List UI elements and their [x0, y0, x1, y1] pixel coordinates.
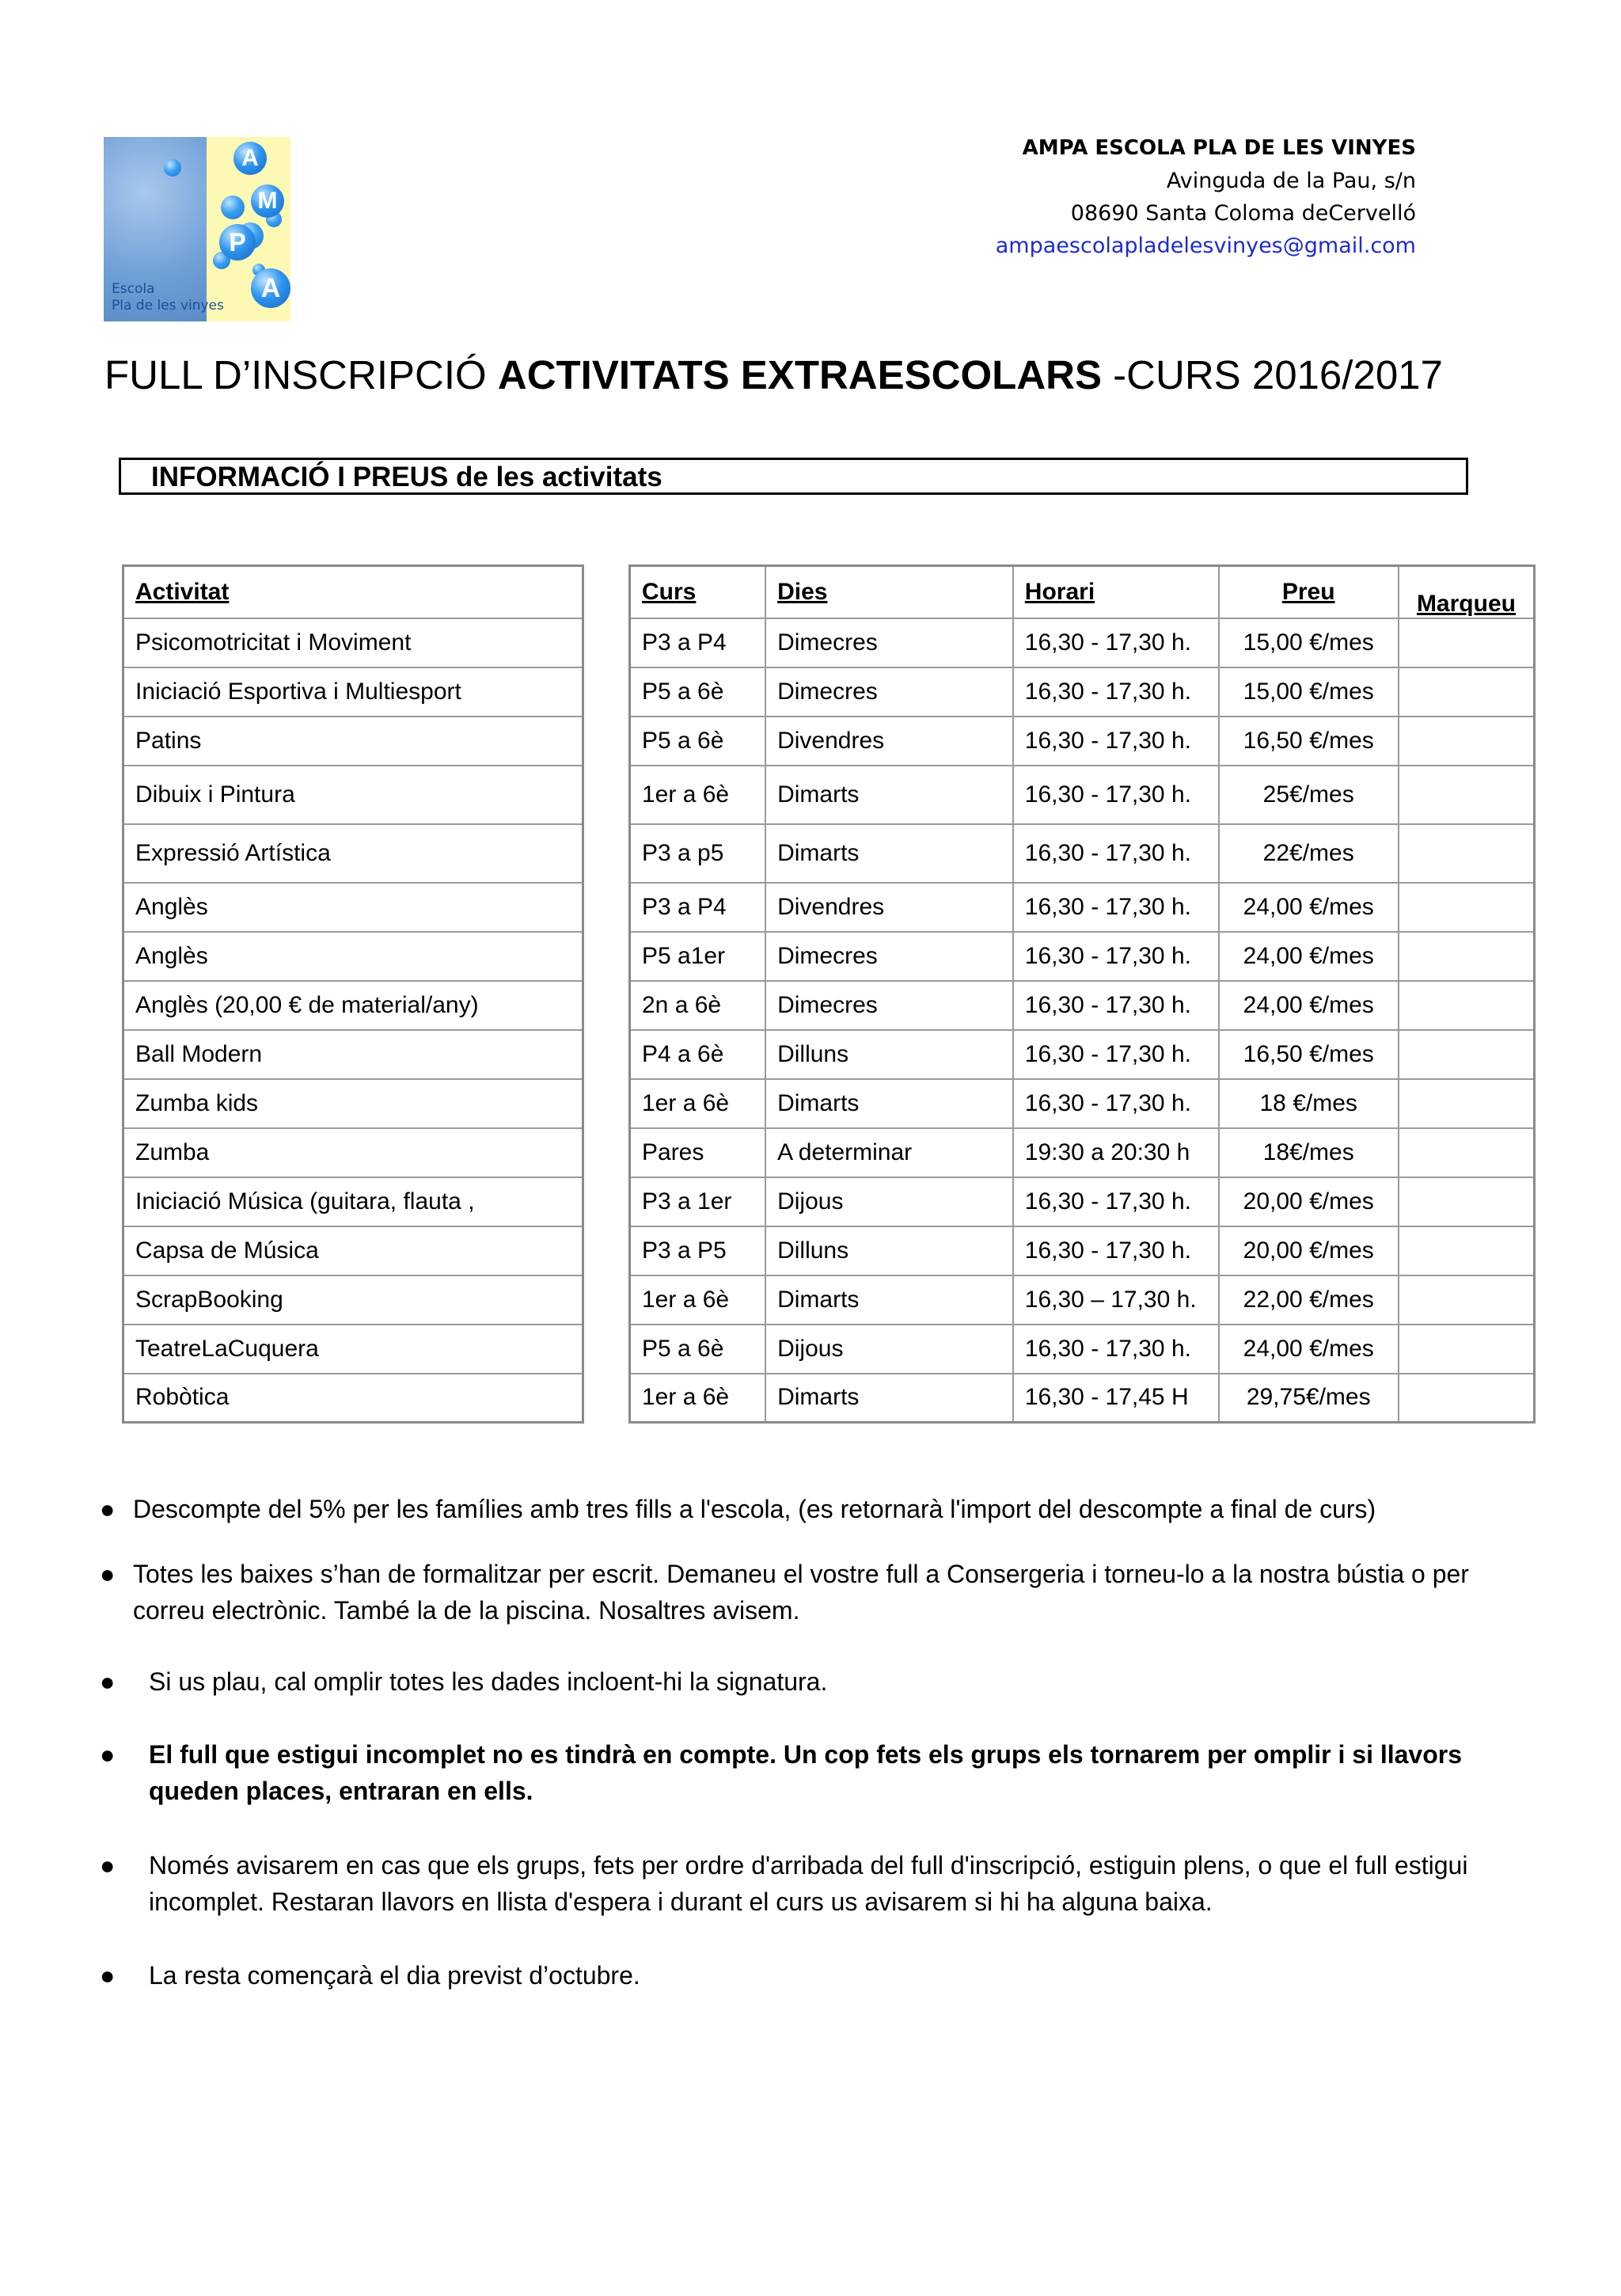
table-row — [123, 1030, 583, 1079]
table-row — [630, 981, 1535, 1030]
cell-dies: Dimecres — [765, 667, 1013, 717]
cell-preu: 18 €/mes — [1219, 1079, 1399, 1128]
cell-horari: 19:30 a 20:30 h — [1013, 1128, 1219, 1177]
cell-dies: Dimarts — [765, 1374, 1013, 1423]
table-row — [123, 667, 583, 717]
cell-curs: P3 a P4 — [630, 883, 766, 932]
table-row — [630, 1128, 1535, 1177]
organization-street: Avinguda de la Pau, s/n — [1166, 169, 1416, 193]
title-part-2: ACTIVITATS EXTRAESCOLARS — [497, 352, 1102, 397]
bullet-text: Només avisarem en cas que els grups, fets per ordre d'arribada del full d'inscripció, estiguin plens, o que el full estigui incomplet. Restaran llavors en llista d'espera i durant el curs us avisarem si hi ha alguna baixa. — [149, 1851, 1468, 1916]
details-header-row — [630, 566, 1535, 618]
logo-letter-a2: A — [251, 268, 290, 308]
cell-dies: Dimarts — [765, 766, 1013, 824]
bullet-dot: ● — [100, 1851, 116, 1880]
cell-marqueu-checkbox[interactable] — [1399, 824, 1535, 883]
table-row — [123, 766, 583, 824]
organization-name: AMPA ESCOLA PLA DE LES VINYES — [1022, 136, 1416, 160]
table-row — [630, 1275, 1535, 1325]
cell-preu: 22,00 €/mes — [1219, 1275, 1399, 1325]
cell-activitat: Patins — [123, 717, 583, 766]
table-row — [123, 1128, 583, 1177]
ampa-logo — [104, 137, 290, 321]
cell-curs: 1er a 6è — [630, 1374, 766, 1423]
cell-marqueu-checkbox[interactable] — [1399, 766, 1535, 824]
table-row — [123, 618, 583, 667]
cell-curs: P4 a 6è — [630, 1030, 766, 1079]
table-row — [123, 883, 583, 932]
cell-curs: P5 a 6è — [630, 667, 766, 717]
header-marqueu: Marqueu — [1399, 566, 1535, 618]
bullet-dot: ● — [100, 1667, 116, 1696]
cell-preu: 16,50 €/mes — [1219, 1030, 1399, 1079]
cell-horari: 16,30 - 17,30 h. — [1013, 1030, 1219, 1079]
cell-activitat: Iniciació Esportiva i Multiesport — [123, 667, 583, 717]
cell-activitat: Robòtica — [123, 1374, 583, 1423]
cell-activitat: Anglès — [123, 932, 583, 981]
bullet-dot: ● — [100, 1495, 116, 1523]
cell-horari: 16,30 - 17,30 h. — [1013, 1325, 1219, 1374]
cell-preu: 20,00 €/mes — [1219, 1177, 1399, 1226]
cell-curs: Pares — [630, 1128, 766, 1177]
cell-preu: 18€/mes — [1219, 1128, 1399, 1177]
bullet-text: El full que estigui incomplet no es tindrà en compte. Un cop fets els grups els tornarem per omplir i si llavors queden places, entraran en ells. — [149, 1740, 1463, 1805]
cell-dies: Dimarts — [765, 824, 1013, 883]
section-header-box — [119, 458, 1468, 495]
activities-table — [122, 564, 584, 1424]
bullet-text: Totes les baixes s’han de formalitzar per escrit. Demaneu el vostre full a Consergeria i torneu-lo a la nostra bústia o per correu electrònic. També la de la piscina. Nosaltres avisem. — [133, 1560, 1469, 1625]
cell-dies: Dimecres — [765, 618, 1013, 667]
cell-curs: 2n a 6è — [630, 981, 766, 1030]
page-title — [104, 352, 1443, 398]
cell-horari: 16,30 - 17,30 h. — [1013, 717, 1219, 766]
cell-preu: 25€/mes — [1219, 766, 1399, 824]
cell-activitat: ScrapBooking — [123, 1275, 583, 1325]
cell-marqueu-checkbox[interactable] — [1399, 1275, 1535, 1325]
cell-marqueu-checkbox[interactable] — [1399, 1226, 1535, 1275]
cell-preu: 24,00 €/mes — [1219, 981, 1399, 1030]
cell-activitat: Zumba kids — [123, 1079, 583, 1128]
table-row — [123, 1177, 583, 1226]
cell-preu: 24,00 €/mes — [1219, 883, 1399, 932]
cell-activitat: Capsa de Música — [123, 1226, 583, 1275]
title-part-1: FULL D’INSCRIPCIÓ — [104, 352, 498, 397]
cell-preu: 29,75€/mes — [1219, 1374, 1399, 1423]
cell-marqueu-checkbox[interactable] — [1399, 1030, 1535, 1079]
cell-marqueu-checkbox[interactable] — [1399, 932, 1535, 981]
cell-activitat: Anglès — [123, 883, 583, 932]
cell-curs: P3 a 1er — [630, 1177, 766, 1226]
cell-dies: Dijous — [765, 1177, 1013, 1226]
logo-bubble — [221, 196, 245, 219]
cell-dies: Dilluns — [765, 1030, 1013, 1079]
cell-horari: 16,30 - 17,30 h. — [1013, 667, 1219, 717]
cell-curs: P5 a 6è — [630, 717, 766, 766]
table-row — [123, 1275, 583, 1325]
cell-activitat: TeatreLaCuquera — [123, 1325, 583, 1374]
cell-activitat: Ball Modern — [123, 1030, 583, 1079]
cell-preu: 24,00 €/mes — [1219, 932, 1399, 981]
table-row — [123, 717, 583, 766]
cell-dies: Divendres — [765, 717, 1013, 766]
header-dies: Dies — [765, 566, 1013, 618]
table-row — [630, 1079, 1535, 1128]
cell-dies: Dijous — [765, 1325, 1013, 1374]
header-activitat: Activitat — [123, 566, 583, 618]
header-horari: Horari — [1013, 566, 1219, 618]
header-preu: Preu — [1219, 566, 1399, 618]
logo-letter-p: P — [219, 224, 256, 260]
cell-horari: 16,30 - 17,45 H — [1013, 1374, 1219, 1423]
cell-marqueu-checkbox[interactable] — [1399, 1374, 1535, 1423]
cell-marqueu-checkbox[interactable] — [1399, 667, 1535, 717]
cell-activitat: Psicomotricitat i Moviment — [123, 618, 583, 667]
table-row — [630, 1325, 1535, 1374]
cell-marqueu-checkbox[interactable] — [1399, 1079, 1535, 1128]
cell-marqueu-checkbox[interactable] — [1399, 618, 1535, 667]
cell-preu: 22€/mes — [1219, 824, 1399, 883]
table-row — [630, 1177, 1535, 1226]
logo-letter-m: M — [251, 184, 284, 218]
cell-marqueu-checkbox[interactable] — [1399, 717, 1535, 766]
cell-curs: P5 a1er — [630, 932, 766, 981]
details-table — [628, 564, 1536, 1424]
cell-marqueu-checkbox[interactable] — [1399, 883, 1535, 932]
cell-marqueu-checkbox[interactable] — [1399, 981, 1535, 1030]
bullet-text: Descompte del 5% per les famílies amb tres fills a l'escola, (es retornarà l'import del descompte a final de curs) — [133, 1495, 1376, 1523]
cell-curs: P3 a P4 — [630, 618, 766, 667]
table-row — [630, 1030, 1535, 1079]
cell-dies: Dimecres — [765, 932, 1013, 981]
title-part-3: -CURS 2016/2017 — [1102, 352, 1443, 397]
table-row — [123, 1226, 583, 1275]
cell-horari: 16,30 - 17,30 h. — [1013, 932, 1219, 981]
bullet-dot: ● — [100, 1560, 116, 1588]
cell-horari: 16,30 - 17,30 h. — [1013, 766, 1219, 824]
logo-bubble — [164, 159, 181, 177]
cell-preu: 24,00 €/mes — [1219, 1325, 1399, 1374]
cell-curs: P3 a p5 — [630, 824, 766, 883]
details-body — [630, 618, 1535, 1423]
cell-marqueu-checkbox[interactable] — [1399, 1177, 1535, 1226]
organization-city: 08690 Santa Coloma deCervelló — [1070, 201, 1416, 226]
organization-email-link[interactable]: ampaescolapladelesvinyes@gmail.com — [995, 234, 1416, 258]
cell-marqueu-checkbox[interactable] — [1399, 1325, 1535, 1374]
table-row — [630, 824, 1535, 883]
table-row — [630, 766, 1535, 824]
cell-curs: 1er a 6è — [630, 1079, 766, 1128]
cell-preu: 16,50 €/mes — [1219, 717, 1399, 766]
logo-caption-line1: Escola — [112, 281, 155, 297]
table-row — [630, 1374, 1535, 1423]
cell-activitat: Anglès (20,00 € de material/any) — [123, 981, 583, 1030]
table-row — [630, 1226, 1535, 1275]
cell-dies: Dimarts — [765, 1275, 1013, 1325]
bullet-dot: ● — [100, 1740, 116, 1769]
cell-dies: Dilluns — [765, 1226, 1013, 1275]
cell-horari: 16,30 - 17,30 h. — [1013, 981, 1219, 1030]
activities-header-row — [123, 566, 583, 618]
bullet-dot: ● — [100, 1961, 116, 1990]
cell-preu: 15,00 €/mes — [1219, 667, 1399, 717]
table-row — [123, 932, 583, 981]
table-row — [123, 824, 583, 883]
activities-body — [123, 618, 583, 1423]
table-row — [123, 981, 583, 1030]
table-row — [630, 883, 1535, 932]
cell-preu: 15,00 €/mes — [1219, 618, 1399, 667]
table-row — [123, 1374, 583, 1423]
cell-preu: 20,00 €/mes — [1219, 1226, 1399, 1275]
header-curs: Curs — [630, 566, 766, 618]
cell-horari: 16,30 - 17,30 h. — [1013, 1226, 1219, 1275]
cell-marqueu-checkbox[interactable] — [1399, 1128, 1535, 1177]
cell-activitat: Dibuix i Pintura — [123, 766, 583, 824]
cell-curs: P5 a 6è — [630, 1325, 766, 1374]
table-row — [630, 667, 1535, 717]
table-row — [123, 1079, 583, 1128]
cell-activitat: Expressió Artística — [123, 824, 583, 883]
cell-horari: 16,30 - 17,30 h. — [1013, 618, 1219, 667]
bullet-text: La resta començarà el dia previst d’octubre. — [149, 1961, 640, 1990]
section-header-label: INFORMACIÓ I PREUS de les activitats — [151, 462, 662, 492]
cell-curs: P3 a P5 — [630, 1226, 766, 1275]
cell-activitat: Iniciació Música (guitara, flauta , — [123, 1177, 583, 1226]
table-row — [630, 932, 1535, 981]
cell-curs: 1er a 6è — [630, 1275, 766, 1325]
logo-caption-line2: Pla de les vinyes — [112, 298, 224, 314]
cell-activitat: Zumba — [123, 1128, 583, 1177]
cell-dies: Divendres — [765, 883, 1013, 932]
bullet-text: Si us plau, cal omplir totes les dades incloent-hi la signatura. — [149, 1667, 828, 1696]
logo-letter-a1: A — [233, 142, 267, 175]
table-row — [630, 717, 1535, 766]
cell-horari: 16,30 - 17,30 h. — [1013, 883, 1219, 932]
table-row — [123, 1325, 583, 1374]
table-row — [630, 618, 1535, 667]
cell-horari: 16,30 - 17,30 h. — [1013, 1177, 1219, 1226]
cell-horari: 16,30 – 17,30 h. — [1013, 1275, 1219, 1325]
cell-dies: A determinar — [765, 1128, 1013, 1177]
logo-caption — [112, 281, 224, 314]
cell-dies: Dimarts — [765, 1079, 1013, 1128]
cell-horari: 16,30 - 17,30 h. — [1013, 1079, 1219, 1128]
cell-curs: 1er a 6è — [630, 766, 766, 824]
cell-dies: Dimecres — [765, 981, 1013, 1030]
cell-horari: 16,30 - 17,30 h. — [1013, 824, 1219, 883]
